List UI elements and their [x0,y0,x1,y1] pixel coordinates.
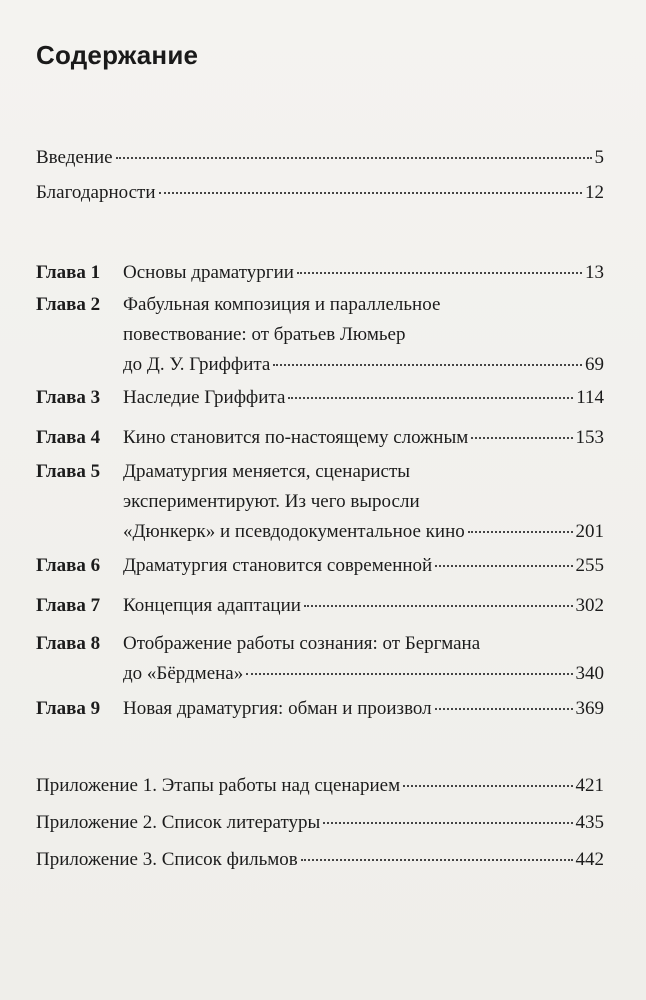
toc-entry-title: Драматургия становится современной [123,555,433,576]
toc-entry-title: Наследие Гриффита [123,387,286,408]
toc-entry-title: Благодарности [36,182,156,203]
dot-leader [468,530,573,533]
chapter-label: Глава 8 [36,633,101,654]
toc-entry-title: Введение [36,147,113,168]
page-number: 13 [585,262,604,283]
toc-entry-title: Приложение 2. Список литературы [36,812,321,833]
chapter-label: Глава 6 [36,555,101,576]
toc-entry-line [36,808,604,838]
dot-leader [297,271,582,274]
chapter-label: Глава 2 [36,294,101,315]
page-title: Содержание [36,40,199,70]
toc-entry-line [36,178,604,208]
chapter-label: Глава 3 [36,387,101,408]
chapter-label: Глава 4 [36,427,101,448]
dot-leader [301,858,573,861]
dot-leader [159,191,583,194]
toc-entry-title: Концепция адаптации [123,595,301,616]
toc-entry-line [123,487,604,517]
toc-entry-line [36,143,604,173]
toc-entry-title: Новая драматургия: обман и произвол [123,698,432,719]
toc-entry-line [123,659,604,689]
toc-entry-line [123,551,604,581]
dot-leader [435,564,572,567]
toc-entry-title: Приложение 3. Список фильмов [36,849,298,870]
page-number: 369 [575,698,604,719]
dot-leader [435,707,573,710]
toc-entry-line [123,258,604,288]
page-number: 153 [575,427,604,448]
toc-entry-line [123,350,604,380]
chapter-label: Глава 5 [36,461,101,482]
page-number: 255 [575,555,604,576]
page-number: 435 [575,812,604,833]
chapter-label: Глава 1 [36,262,101,283]
toc-entry-line [123,517,604,547]
toc-entry-line [123,694,604,724]
page-number: 302 [575,595,604,616]
dot-leader [304,604,573,607]
toc-entry-title: Драматургия меняется, сценаристы [123,461,411,482]
page-number: 5 [594,147,604,168]
chapter-label: Глава 9 [36,698,101,719]
toc-entry-title: до «Бёрдмена» [123,663,244,684]
page-number: 201 [575,521,604,542]
page-number: 12 [585,182,604,203]
page-number: 114 [576,387,604,408]
toc-entry-line [36,845,604,875]
toc-entry-title: Фабульная композиция и параллельное [123,294,441,315]
toc-entry-line [123,457,604,487]
toc-entry-title: Приложение 1. Этапы работы над сценарием [36,775,401,796]
toc-entry-title: Отображение работы сознания: от Бергмана [123,633,481,654]
toc-entry-title: до Д. У. Гриффита [123,354,271,375]
toc-entry-title: «Дюнкерк» и псевдодокументальное кино [123,521,465,542]
toc-entry-line [123,629,604,659]
dot-leader [246,672,572,675]
dot-leader [273,363,582,366]
page-number: 340 [575,663,604,684]
chapter-label: Глава 7 [36,595,101,616]
toc-entry-line [123,591,604,621]
toc-entry-title: экспериментируют. Из чего выросли [123,491,420,512]
page-number: 69 [585,354,604,375]
toc-entry-title: Кино становится по-настоящему сложным [123,427,469,448]
toc-entry-line [123,383,604,413]
toc-entry-line [36,771,604,801]
toc-entry-title: повествование: от братьев Люмьер [123,324,406,345]
page-number: 442 [575,849,604,870]
dot-leader [288,396,573,399]
dot-leader [116,156,592,159]
toc-entry-line [123,290,604,320]
dot-leader [471,436,572,439]
toc-entry-line [123,320,604,350]
toc-entry-line [123,423,604,453]
dot-leader [323,821,572,824]
page-number: 421 [575,775,604,796]
dot-leader [403,784,572,787]
toc-entry-title: Основы драматургии [123,262,294,283]
